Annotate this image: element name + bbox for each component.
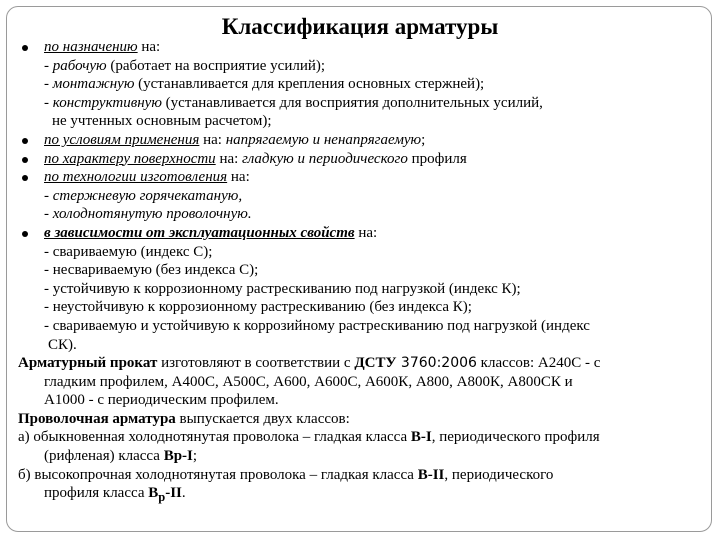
wire-class-b: б) высокопрочная холоднотянутая проволока – гладкая класса В-II, периодического bbox=[18, 466, 554, 483]
slide-content bbox=[18, 38, 698, 507]
bullet-purpose-tail: на: bbox=[137, 39, 161, 55]
bullet-technology: по технологии изготовления на: bbox=[18, 168, 698, 187]
list-item: - монтажную (устанавливается для крепления основных стержней); bbox=[44, 76, 485, 93]
paragraph-wire: Проволочная арматура выпускается двух классов: bbox=[18, 410, 350, 427]
bullet-surface: по характеру поверхности на: гладкую и периодического профиля bbox=[18, 150, 698, 169]
list-item-continuation: СК). bbox=[48, 336, 77, 353]
list-item: - холоднотянутую проволочную. bbox=[44, 206, 252, 223]
list-item: - несвариваемую (без индекса С); bbox=[44, 262, 259, 279]
bullet-purpose-head: по назначению bbox=[44, 39, 138, 55]
paragraph-rolled-line: А1000 - с периодическим профилем. bbox=[44, 392, 279, 409]
bullet-application: по условиям применения на: напрягаемую и ненапрягаемую; bbox=[18, 131, 698, 150]
list-item: - свариваемую и устойчивую к коррозийному растрескиванию под нагрузкой (индекс bbox=[44, 317, 590, 334]
bullet-operation: в зависимости от эксплуатационных свойств на: bbox=[18, 224, 698, 243]
wire-class-a-line: (рифленая) класса Вр-I; bbox=[44, 448, 198, 465]
list-item: - свариваемую (индекс С); bbox=[44, 243, 213, 260]
paragraph-rolled-line: гладким профилем, А400С, А500С, А600, А600С, А600К, А800, А800К, А800СК и bbox=[44, 373, 573, 390]
wire-class-b-line: профиля класса $В_р-II$. bbox=[44, 485, 186, 505]
bullet-purpose bbox=[18, 38, 698, 57]
list-item-continuation: не учтенных основным расчетом); bbox=[52, 113, 272, 130]
list-item: - рабочую (работает на восприятие усилий); bbox=[44, 57, 326, 74]
wire-class-a: а) обыкновенная холоднотянутая проволока – гладкая класса В-I, периодического профиля bbox=[18, 429, 600, 446]
list-item: - устойчивую к коррозионному растрескиванию под нагрузкой (индекс К); bbox=[44, 280, 521, 297]
paragraph-rolled: Арматурный прокат изготовляют в соответствии с ДСТУ 3760:2006 классов: А240С - с bbox=[18, 355, 601, 372]
list-item: - неустойчивую к коррозионному растрескиванию (без индекса К); bbox=[44, 299, 472, 316]
list-item: - стержневую горячекатаную, bbox=[44, 187, 243, 204]
list-item: - конструктивную (устанавливается для восприятия дополнительных усилий, bbox=[44, 94, 543, 111]
slide-title: Классификация арматуры bbox=[221, 14, 499, 39]
